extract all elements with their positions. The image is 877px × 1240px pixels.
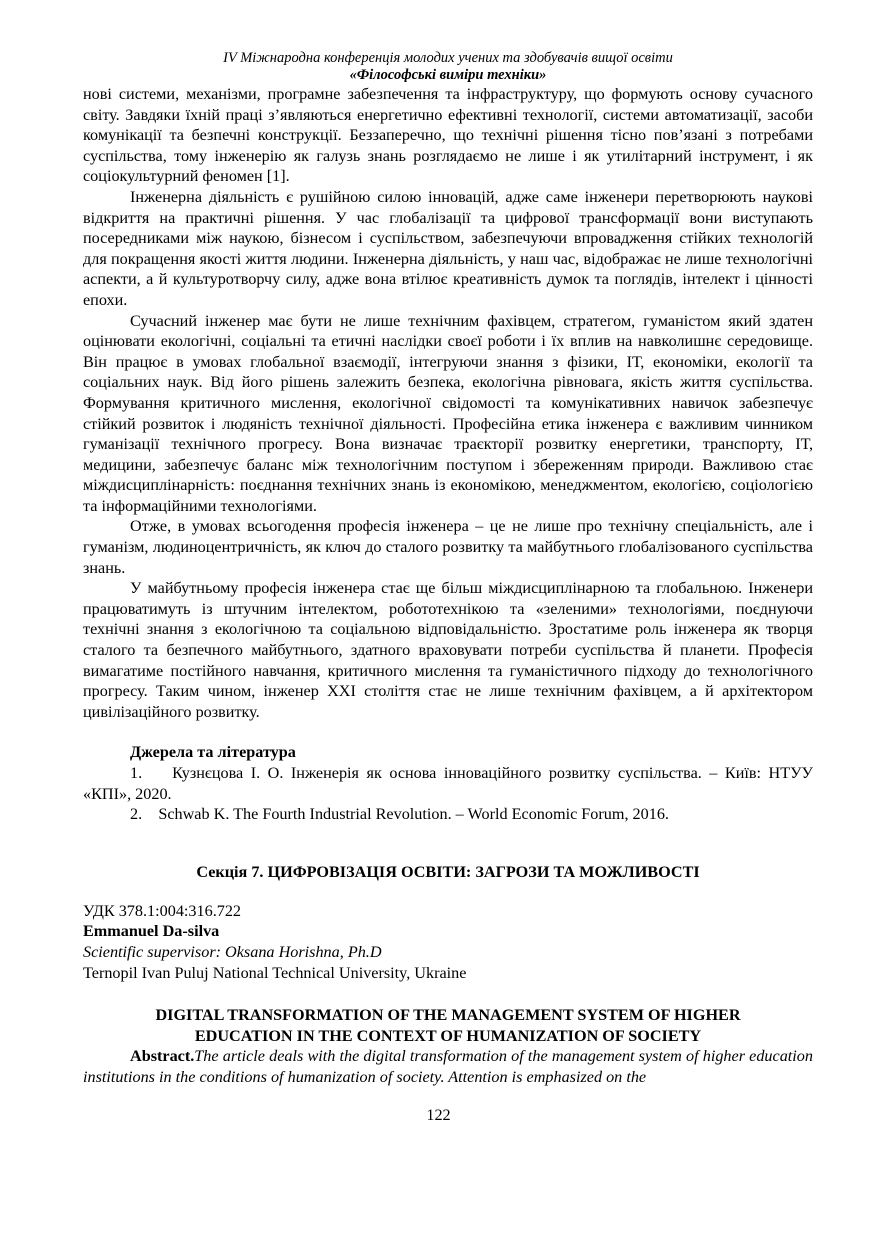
article-title (83, 1005, 813, 1046)
references-title: Джерела та література (130, 743, 296, 762)
main-text (83, 84, 813, 825)
article-title-line-1: DIGITAL TRANSFORMATION OF THE MANAGEMENT SYSTEM OF HIGHER (155, 1006, 741, 1025)
header-line-2: «Філософські виміри техніки» (349, 67, 547, 83)
conference-header (83, 50, 813, 84)
reference-number: 2. (130, 805, 143, 824)
reference-text: Кузнєцова І. О. Інженерія як основа інноваційного розвитку суспільства. – Київ: НТУУ «КПІ», 2020. (83, 764, 814, 803)
page (83, 50, 813, 1088)
udk-code: УДК 378.1:004:316.722 (83, 901, 242, 920)
reference-item (83, 763, 813, 804)
reference-number: 1. (130, 764, 143, 782)
paragraph: Сучасний інженер має бути не лише технічним фахівцем, стратегом, гуманістом який здатен оцінювати екологічні, соціальні та етичні наслідки своєї роботи і їх вплив на навколишнє середовище. Він працює в умовах глобальної взаємодії, інтегруючи знання з фізики, ІТ, економіки, екології та соціальних наук. Від його рішень залежить безпека, екологічна рівновага, якість життя суспільства. Формування критичного мислення, екологічної свідомості та комунікативних навичок забезпечує стійкий розвиток і людяність технічної діяльності. Професійна етика інженера є важливим чинником гуманізації технічного прогресу. Вона визначає траєкторії розвитку енергетики, транспорту, ІТ, медицини, забезпечує баланс між технологічним поступом і збереженням природи. Важливою стає міждисциплінарність: поєднання технічних знань із економікою, менеджментом, екологією, соціологією та інформаційними технологіями. (83, 311, 813, 515)
section-title: Секція 7. ЦИФРОВІЗАЦІЯ ОСВІТИ: ЗАГРОЗИ ТА МОЖЛИВОСТІ (196, 862, 700, 881)
article-title-line-2: EDUCATION IN THE CONTEXT OF HUMANIZATION OF SOCIETY (194, 1026, 702, 1045)
page-number: 122 (426, 1106, 451, 1124)
reference-item (83, 804, 813, 825)
header-line-1: IV Міжнародна конференція молодих учених та здобувачів вищої освіти (223, 50, 673, 66)
affiliation: Ternopil Ivan Puluj National Technical University, Ukraine (83, 963, 467, 982)
supervisor-name: : Oksana Horishna, Ph.D (215, 942, 382, 961)
abstract-label: Abstract. (130, 1047, 195, 1066)
paragraph: нові системи, механізми, програмне забезпечення та інфраструктуру, що формують основу сучасного світу. Завдяки їхній праці з’являються енергетично ефективні технології, системи автоматизації, засоби комунікації та безпечні конструкції. Беззаперечно, що технічні рішення тісно пов’язані з потребами суспільства, тому інженерію як галузь знань розглядаємо не лише і як утилітарний інструмент, і як соціокультурний феномен [1]. (83, 85, 813, 186)
paragraph: Отже, в умовах всьогодення професія інженера – це не лише про технічну спеціальність, але і гуманізм, людиноцентричність, як ключ до сталого розвитку та майбутнього глобалізованого суспільства знань. (83, 517, 813, 577)
author-name: Emmanuel Da-silva (83, 922, 220, 941)
paragraph: Інженерна діяльність є рушійною силою інновацій, адже саме інженери перетворюють наукові відкриття на практичні рішення. У час глобалізації та цифрової трансформації вони виступають посередниками між наукою, бізнесом і суспільством, забезпечуючи впровадження стійких технологій для покращення якості життя людини. Інженерна діяльність, у наш час, відображає не лише технологічні аспекти, а й культуротворчу силу, адже вона втілює креативність думок та поглядів, інтелект і цінності епохи. (83, 187, 813, 309)
article-meta (83, 901, 813, 983)
abstract-text: The article deals with the digital transformation of the management system of higher education institutions in the conditions of humanization of society. Attention is emphasized on the (83, 1047, 813, 1086)
supervisor-line (83, 942, 813, 963)
supervisor-label: Scientific supervisor (83, 942, 216, 961)
paragraph: У майбутньому професія інженера стає ще більш міждисциплінарною та глобальною. Інженери працюватимуть із штучним інтелектом, робототехнікою та «зеленими» технологіями, поєднуючи технічні знання з екологічною та соціальною відповідальністю. Зростатиме роль інженера як творця сталого та безпечного майбутнього, здатного враховувати потреби суспільства й планети. Професія вимагатиме постійного навчання, критичного мислення та гуманістичного підходу до технологічного прогресу. Таким чином, інженер XXI століття стає не лише технічним фахівцем, а й архітектором цивілізаційного розвитку. (83, 579, 813, 721)
reference-text: Schwab K. The Fourth Industrial Revolution. – World Economic Forum, 2016. (158, 805, 669, 824)
abstract (83, 1046, 813, 1087)
